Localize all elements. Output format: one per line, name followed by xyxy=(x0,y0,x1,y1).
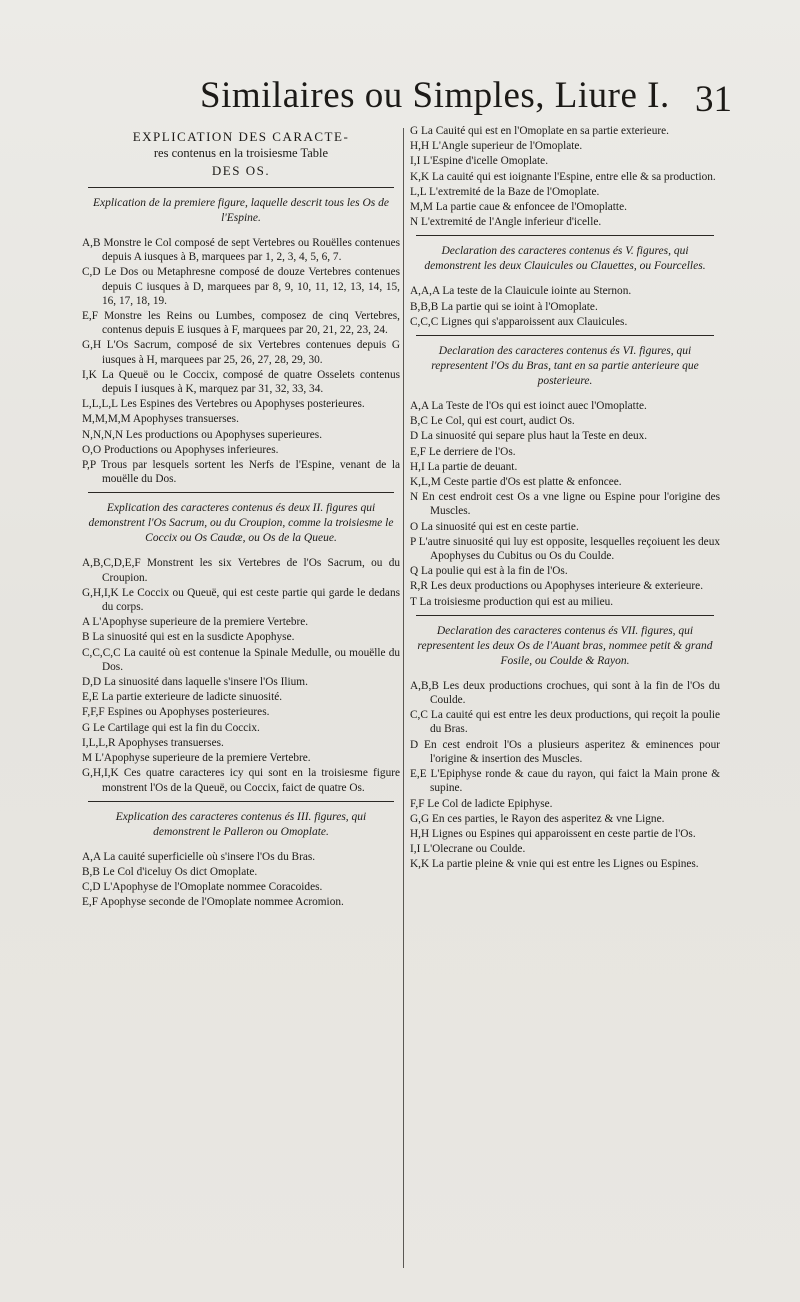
legend-entry: H,H Lignes ou Espines qui apparoissent en ceste partie de l'Os. xyxy=(410,827,696,840)
legend-entry: I,K La Queuë ou le Coccix, composé de quatre Osselets contenus depuis I iusques à K, marquez par 31, 32, 33, 34. xyxy=(82,368,400,396)
legend-entry: K,K La partie pleine & vnie qui est entre les Lignes ou Espines. xyxy=(410,858,699,871)
section-seventh-figures xyxy=(410,615,720,872)
legend-entry: H,H L'Angle superieur de l'Omoplate. xyxy=(410,140,583,153)
main-heading-line: EXPLICATION DES CARACTE- xyxy=(132,129,350,144)
main-heading-line: DES OS. xyxy=(211,163,271,178)
legend-entry: C,C,C,C La cauité où est contenue la Spinale Medulle, ou mouëlle du Dos. xyxy=(82,646,400,673)
running-head xyxy=(0,74,800,124)
legend-entry: K,L,M Ceste partie d'Os est platte & enfoncee. xyxy=(410,476,622,489)
legend-entry: Q La poulie qui est à la fin de l'Os. xyxy=(410,565,568,578)
legend-entry: E,F Le derriere de l'Os. xyxy=(410,445,516,458)
legend-entry: P,P Trous par lesquels sortent les Nerfs de l'Espine, venant de la mouëlle du Dos. xyxy=(82,459,400,486)
legend-entry: F,F,F Espines ou Apophyses posterieures. xyxy=(82,706,270,719)
legend-entry: M L'Apophyse superieure de la premiere Vertebre. xyxy=(82,752,311,765)
legend-entry: G La Cauité qui est en l'Omoplate en sa partie exterieure. xyxy=(410,125,669,137)
section-rule xyxy=(88,801,394,802)
legend-entry: N L'extremité de l'Angle inferieur d'icelle. xyxy=(410,216,602,229)
legend-entry: N En cest endroit cest Os a vne ligne ou Espine pour l'origine des Muscles. xyxy=(410,491,720,518)
section-rule xyxy=(416,235,714,236)
section-first-figure xyxy=(82,187,400,486)
section-title: Declaration des caracteres contenus és V. figures, qui demonstrent les deux Clauicules ou Clauettes, ou Fourcelles. xyxy=(424,245,706,273)
legend-entry: A L'Apophyse superieure de la premiere Vertebre. xyxy=(82,616,309,629)
legend-entry: T La troisiesme production qui est au milieu. xyxy=(410,595,614,608)
legend-entry: C,C,C Lignes qui s'apparoissent aux Clauicules. xyxy=(410,315,628,328)
right-column xyxy=(410,124,720,878)
legend-entry: E,E L'Epiphyse ronde & caue du rayon, qui faict la Main prone & supine. xyxy=(410,768,720,795)
section-title: Declaration des caracteres contenus és VII. figures, qui representent les deux Os de l'Auant bras, nommee petit & grand Fosile, ou Coulde & Rayon. xyxy=(417,624,713,667)
section-title: Explication des caracteres contenus és III. figures, qui demonstrent le Palleron ou Omoplate. xyxy=(115,810,367,838)
main-heading xyxy=(82,128,400,179)
section-rule xyxy=(88,187,394,188)
legend-entry: N,N,N,N Les productions ou Apophyses superieures. xyxy=(82,428,323,441)
section-third-figures xyxy=(82,801,400,910)
legend-entry: K,K La cauité qui est ioignante l'Espine, entre elle & sa production. xyxy=(410,170,716,183)
legend-entry: A,B,B Les deux productions crochues, qui sont à la fin de l'Os du Coulde. xyxy=(410,679,720,707)
legend-entry: A,A La Teste de l'Os qui est ioinct auec l'Omoplatte. xyxy=(410,400,647,413)
legend-entry: A,B Monstre le Col composé de sept Vertebres ou Rouëlles contenues depuis A iusques à B, marquees par 1, 2, 3, 4, 5, 6, 7. xyxy=(82,237,400,264)
column-divider xyxy=(403,128,404,1268)
legend-entry: G,H L'Os Sacrum, composé de six Vertebres contenues depuis G iusques à H, marquees par 25, 26, 27, 28, 29, 30. xyxy=(82,339,400,366)
section-omoplate-continued xyxy=(410,124,720,229)
legend-entry: A,A La cauité superficielle où s'insere l'Os du Bras. xyxy=(82,850,316,863)
legend-entry: C,D Le Dos ou Metaphresne composé de douze Vertebres contenues depuis C iusques à D, marquees par 8, 9, 10, 11, 12, 13, 14, 15, 16, 17, 18, 19. xyxy=(82,266,400,307)
page-number: 31 xyxy=(695,79,732,120)
section-fifth-figures xyxy=(410,235,720,329)
legend-entry: M,M,M,M Apophyses transuerses. xyxy=(82,413,239,426)
legend-entry: R,R Les deux productions ou Apophyses interieure & exterieure. xyxy=(410,580,704,593)
legend-entry: O,O Productions ou Apophyses inferieures. xyxy=(82,443,279,456)
legend-entry: I,I L'Olecrane ou Coulde. xyxy=(410,843,526,856)
section-title: Declaration des caracteres contenus és VI. figures, qui representent l'Os du Bras, tant en sa partie anterieure que posterieure. xyxy=(431,345,699,388)
legend-entry: C,D L'Apophyse de l'Omoplate nommee Coracoides. xyxy=(82,881,323,894)
legend-entry: G Le Cartilage qui est la fin du Coccix. xyxy=(82,721,260,734)
legend-entry: C,C La cauité qui est entre les deux productions, qui reçoit la poulie du Bras. xyxy=(410,709,720,736)
legend-entry: B,B,B La partie qui se ioint à l'Omoplate. xyxy=(410,300,598,313)
legend-entry: A,A,A La teste de la Clauicule iointe au Sternon. xyxy=(410,285,632,298)
section-second-figures xyxy=(82,492,400,794)
legend-entry: E,F Apophyse seconde de l'Omoplate nommee Acromion. xyxy=(82,896,344,909)
legend-entry: B La sinuosité qui est en la susdicte Apophyse. xyxy=(82,631,295,644)
legend-entry: G,G En ces parties, le Rayon des asperitez & vne Ligne. xyxy=(410,812,665,825)
legend-entry: G,H,I,K Le Coccix ou Queuë, qui est ceste partie qui garde le dedans du corps. xyxy=(82,586,400,614)
legend-entry: F,F Le Col de ladicte Epiphyse. xyxy=(410,797,553,810)
legend-entry: I,I L'Espine d'icelle Omoplate. xyxy=(410,155,549,168)
section-rule xyxy=(416,335,714,336)
legend-entry: L,L,L,L Les Espines des Vertebres ou Apophyses posterieures. xyxy=(82,398,365,411)
legend-entry: E,E La partie exterieure de ladicte sinuosité. xyxy=(82,691,283,704)
legend-entry: D En cest endroit l'Os a plusieurs asperitez & eminences pour l'origine & insertion des Muscles. xyxy=(410,738,720,765)
legend-entry: D La sinuosité qui separe plus haut la Teste en deux. xyxy=(410,430,648,443)
left-column xyxy=(82,124,400,916)
legend-entry: M,M La partie caue & enfoncee de l'Omoplatte. xyxy=(410,201,627,214)
section-rule xyxy=(88,492,394,493)
section-sixth-figures xyxy=(410,335,720,609)
legend-entry: A,B,C,D,E,F Monstrent les six Vertebres de l'Os Sacrum, ou du Croupion. xyxy=(82,557,400,584)
legend-entry: P L'autre sinuosité qui luy est opposite, lesquelles reçoiuent les deux Apophyses du Cubitus ou Os du Coulde. xyxy=(410,535,720,563)
legend-entry: H,I La partie de deuant. xyxy=(410,460,518,473)
main-heading-line: res contenus en la troisiesme Table xyxy=(153,146,329,160)
legend-entry: O La sinuosité qui est en ceste partie. xyxy=(410,520,579,533)
legend-entry: D,D La sinuosité dans laquelle s'insere l'Os Ilium. xyxy=(82,676,308,689)
legend-entry: B,C Le Col, qui est court, audict Os. xyxy=(410,415,575,428)
legend-entry: I,L,L,R Apophyses transuerses. xyxy=(82,736,224,749)
section-title: Explication des caracteres contenus és deux II. figures qui demonstrent l'Os Sacrum, ou du Croupion, comme la troisiesme le Coccix ou Os Caudæ, ou Os de la Queue. xyxy=(88,502,394,545)
legend-entry: L,L L'extremité de la Baze de l'Omoplate. xyxy=(410,185,600,198)
running-title: Similaires ou Simples, Liure I. xyxy=(200,75,670,116)
legend-entry: E,F Monstre les Reins ou Lumbes, composez de cinq Vertebres, contenus depuis E iusques à F, marquees par 20, 21, 22, 23, 24. xyxy=(82,310,400,337)
section-rule xyxy=(416,615,714,616)
legend-entry: B,B Le Col d'iceluy Os dict Omoplate. xyxy=(82,865,258,878)
legend-entry: G,H,I,K Ces quatre caracteres icy qui sont en la troisiesme figure monstrent l'Os de la Queuë, ou Coccix, faict de quatre Os. xyxy=(82,767,400,794)
section-title: Explication de la premiere figure, laquelle descrit tous les Os de l'Espine. xyxy=(92,197,390,224)
